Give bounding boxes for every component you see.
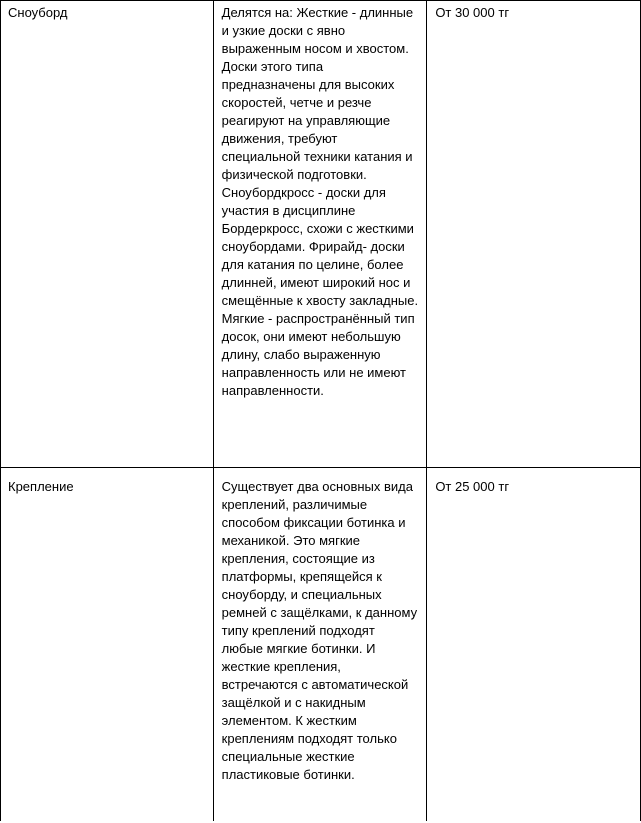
item-price-cell (427, 468, 641, 822)
table-row (1, 468, 641, 822)
table-row (1, 1, 641, 468)
item-description: Существует два основных вида креплений, различимые способом фиксации ботинка и механикой. Это мягкие крепления, состоящие из платформы, крепящейся к сноуборду, и специальных ремней с защёлками, к данному типу креплений подходят любые мягкие ботинки. И жесткие крепления, встречаются с автоматической защёлкой и с накидным элементом. К жестким креплениям подходят только специальные жесткие пластиковые ботинки. (221, 479, 418, 782)
item-description: Делятся на: Жесткие - длинные и узкие доски с явно выраженным носом и хвостом. Доски этого типа предназначены для высоких скоростей, четче и резче реагируют на управляющие движения, требуют специальной техники катания и физической подготовки. Сноубордкросс - доски для участия в дисциплине Бордеркросс, схожи с жесткими сноубордами. Фрирайд- доски для катания по целине, более длинней, имеют широкий нос и смещённые к хвосту закладные. Мягкие - распространённый тип досок, они имеют небольшую длину, слабо выраженную направленность или не имеют направленности. (221, 5, 419, 398)
item-price: От 30 000 тг (435, 5, 510, 20)
item-name-cell (1, 468, 214, 822)
item-name: Крепление (8, 479, 74, 494)
item-description-cell (213, 468, 427, 822)
item-price-cell (427, 1, 641, 468)
item-name-cell (1, 1, 214, 468)
item-price: От 25 000 тг (435, 479, 510, 494)
item-description-cell (213, 1, 427, 468)
item-name: Сноуборд (8, 5, 68, 20)
